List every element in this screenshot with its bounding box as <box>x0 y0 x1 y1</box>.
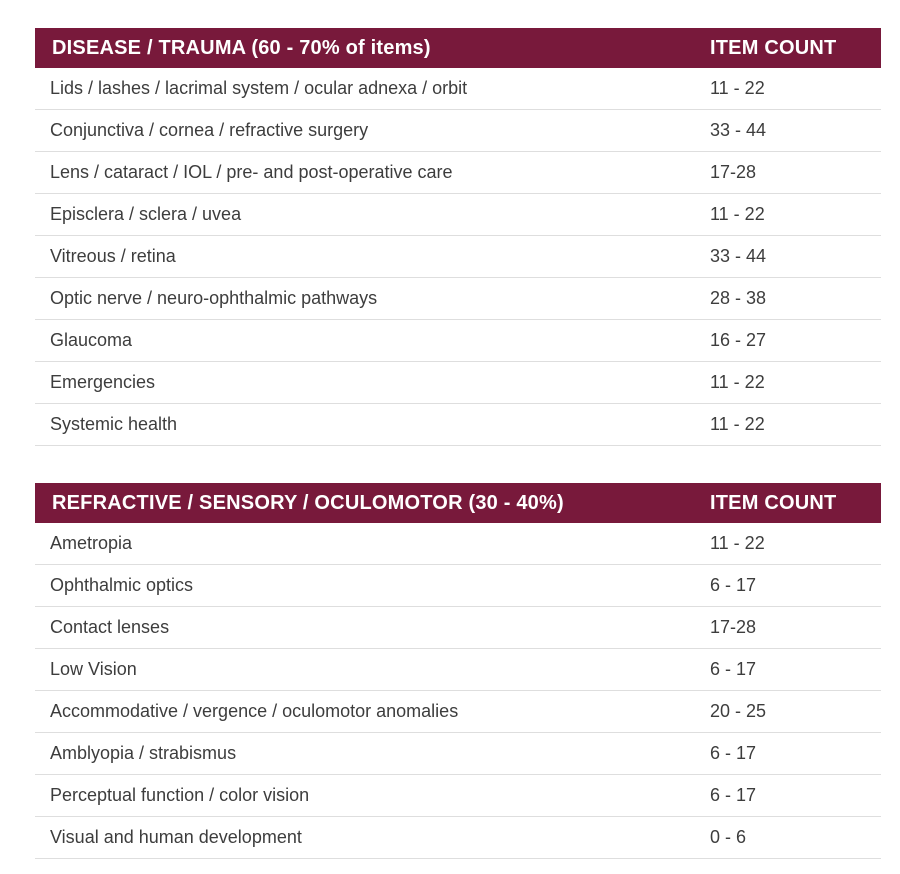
row-label: Vitreous / retina <box>50 246 176 266</box>
row-label: Ametropia <box>50 533 133 553</box>
row-label: Systemic health <box>50 414 178 434</box>
content-area <box>35 28 881 859</box>
table-row <box>35 362 881 404</box>
table-row <box>35 691 881 733</box>
row-count: 11 - 22 <box>710 414 765 434</box>
table-row <box>35 110 881 152</box>
table-row <box>35 565 881 607</box>
table-row <box>35 278 881 320</box>
row-label: Conjunctiva / cornea / refractive surgery <box>50 120 369 140</box>
table-row <box>35 236 881 278</box>
table-row <box>35 404 881 446</box>
item-count-header: ITEM COUNT <box>710 491 837 514</box>
row-count: 0 - 6 <box>710 827 747 847</box>
row-label: Glaucoma <box>50 330 133 350</box>
table-row <box>35 775 881 817</box>
row-count: 33 - 44 <box>710 246 767 266</box>
row-label: Lids / lashes / lacrimal system / ocular adnexa / orbit <box>50 78 468 98</box>
row-count: 28 - 38 <box>710 288 767 308</box>
row-label: Optic nerve / neuro-ophthalmic pathways <box>50 288 378 308</box>
row-label: Amblyopia / strabismus <box>50 743 237 763</box>
table-row <box>35 649 881 691</box>
row-count: 17-28 <box>710 617 757 637</box>
row-count: 20 - 25 <box>710 701 767 721</box>
table-row <box>35 152 881 194</box>
row-label: Episclera / sclera / uvea <box>50 204 242 224</box>
table-disease-trauma <box>35 28 881 446</box>
row-label: Lens / cataract / IOL / pre- and post-operative care <box>50 162 453 182</box>
table-row <box>35 817 881 859</box>
row-count: 17-28 <box>710 162 757 182</box>
row-count: 6 - 17 <box>710 575 757 595</box>
row-label: Low Vision <box>50 659 137 679</box>
row-count: 33 - 44 <box>710 120 767 140</box>
item-count-header: ITEM COUNT <box>710 36 837 59</box>
row-count: 11 - 22 <box>710 78 765 98</box>
row-label: Ophthalmic optics <box>50 575 194 595</box>
table-row <box>35 68 881 110</box>
row-count: 11 - 22 <box>710 204 765 224</box>
row-label: Accommodative / vergence / oculomotor anomalies <box>50 701 459 721</box>
row-count: 11 - 22 <box>710 533 765 553</box>
row-count: 11 - 22 <box>710 372 765 392</box>
row-label: Contact lenses <box>50 617 170 637</box>
row-count: 6 - 17 <box>710 659 757 679</box>
table-row <box>35 194 881 236</box>
row-label: Emergencies <box>50 372 156 392</box>
row-count: 6 - 17 <box>710 743 757 763</box>
row-count: 16 - 27 <box>710 330 767 350</box>
table-row <box>35 733 881 775</box>
table-row <box>35 607 881 649</box>
table-row <box>35 320 881 362</box>
row-label: Visual and human development <box>50 827 302 847</box>
table-row <box>35 523 881 565</box>
table-title: REFRACTIVE / SENSORY / OCULOMOTOR (30 - 40%) <box>52 491 564 514</box>
table-title: DISEASE / TRAUMA (60 - 70% of items) <box>52 36 431 59</box>
row-count: 6 - 17 <box>710 785 757 805</box>
table-header <box>35 483 881 523</box>
table-refractive-sensory-oculomotor <box>35 483 881 859</box>
row-label: Perceptual function / color vision <box>50 785 310 805</box>
table-header <box>35 28 881 68</box>
